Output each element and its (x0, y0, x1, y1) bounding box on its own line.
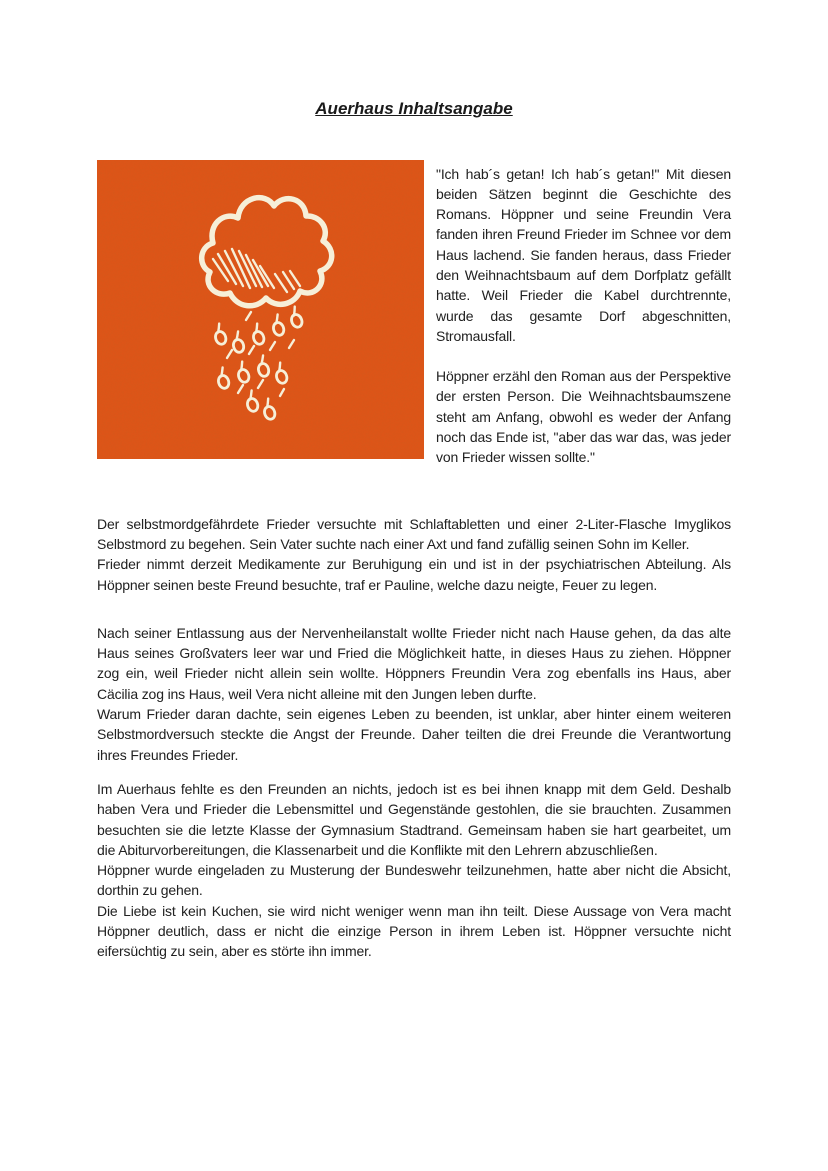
intro-paragraph-1: "Ich hab´s getan! Ich hab´s getan!" Mit diesen beiden Sätzen beginnt die Geschichte des Romans. Höppner und seine Freundin Vera fanden ihren Freund Frieder im Schnee vor dem Haus lachend. Sie fanden heraus, dass Frieder den Weihnachtsbaum auf dem Dorfplatz gefällt hatte. Weil Frieder die Kabel durchtrennte, wurde das gesamte Dorf abgeschnitten, Stromausfall. (436, 165, 731, 344)
intro-section (97, 160, 731, 468)
page-title: Auerhaus Inhaltsangabe (315, 99, 513, 118)
document-content (97, 160, 731, 962)
body-paragraph-3 (97, 779, 731, 962)
intro-paragraph-2: Höppner erzähl den Roman aus der Perspektive der ersten Person. Die Weihnachtsbaumszene steht am Anfang, obwohl es weder der Anfang noch das Ende ist, "aber das war das, was jeder von Frieder wissen sollte." (436, 368, 731, 466)
body-paragraph-2 (97, 623, 731, 765)
paragraph-segment: Im Auerhaus fehlte es den Freunden an nichts, jedoch ist es bei ihnen knapp mit dem Geld. Deshalb haben Vera und Frieder die Lebensmittel und Gegenstände gestohlen, die sie brauchten. Zusammen besuchten sie die letzte Klasse der Gymnasium Stadtrand. Gemeinsam haben sie hart gearbeitet, um die Abiturvorbereitungen, die Klassenarbeit und die Konflikte mit den Lehrern abzuschließen. (97, 780, 731, 858)
rain-cloud-icon (97, 160, 424, 459)
rain-cloud-image (97, 160, 424, 459)
intro-text-column (436, 160, 731, 468)
paragraph-segment: Warum Frieder daran dachte, sein eigenes Leben zu beenden, ist unklar, aber hinter einem weiteren Selbstmordversuch steckte die Angst der Freunde. Daher teilten die drei Freunde die Verantwortung ihres Freundes Frieder. (97, 706, 731, 763)
summary-body (97, 514, 731, 962)
paragraph-segment: Die Liebe ist kein Kuchen, sie wird nicht weniger wenn man ihn teilt. Diese Aussage von Vera macht Höppner deutlich, dass er nicht die einzige Person in ihrem Leben ist. Höppner versuchte nicht eifersüchtig zu sein, aber es störte ihn immer. (97, 902, 731, 960)
paragraph-segment: Nach seiner Entlassung aus der Nervenheilanstalt wollte Frieder nicht nach Hause gehen, da das alte Haus seines Großvaters leer war und Fried die Möglichkeit hatte, in dieses Haus zu ziehen. Höppner zog ein, weil Frieder nicht allein sein wollte. Höppners Freundin Vera zog ebenfalls ins Haus, aber Cäcilia zog ins Haus, weil Vera nicht alleine mit den Jungen leben durfte. (97, 624, 731, 702)
body-paragraph-1 (97, 514, 731, 595)
paragraph-segment: Höppner wurde eingeladen zu Musterung der Bundeswehr teilzunehmen, hatte aber nicht die Absicht, dorthin zu gehen. (97, 862, 731, 899)
paragraph-segment: Der selbstmordgefährdete Frieder versuchte mit Schlaftabletten und einer 2-Liter-Flasche Imyglikos Selbstmord zu begehen. Sein Vater suchte nach einer Axt und fand zufällig seinen Sohn im Keller. (97, 515, 731, 552)
paragraph-segment: Frieder nimmt derzeit Medikamente zur Beruhigung ein und ist in der psychiatrischen Abteilung. Als Höppner seinen beste Freund besuchte, traf er Pauline, welche dazu neigte, Feuer zu legen. (97, 556, 731, 593)
